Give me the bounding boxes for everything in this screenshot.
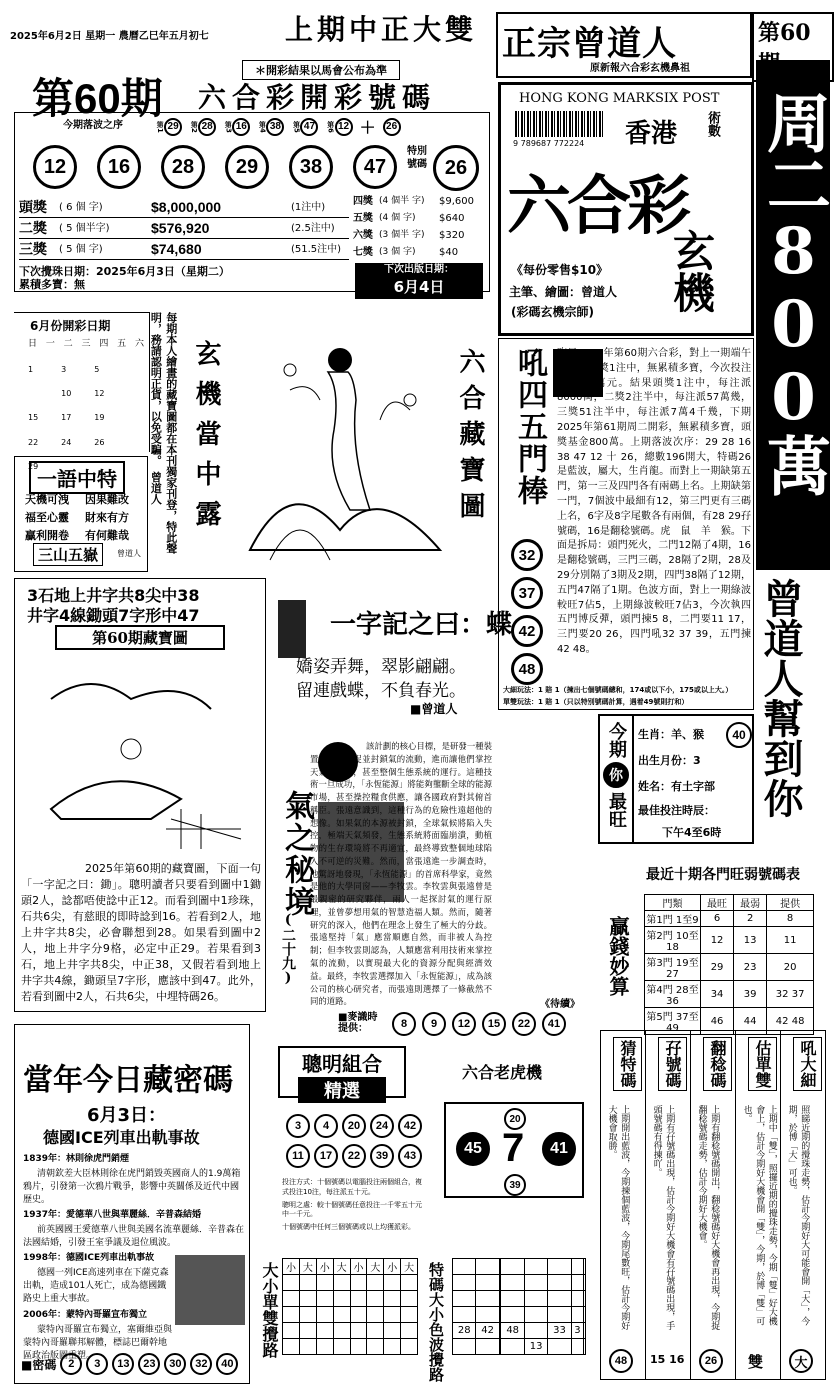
phrase-box (14, 456, 148, 572)
tip-col-5: 吼大細 照睇近期的攪珠走勢，估計今期好大可能會開「大」，今期，於博「大」可也。 大 (781, 1031, 825, 1379)
plus-sign: ＋ (359, 118, 376, 137)
recent-row: 第3門 19至27 29 23 20 (645, 954, 814, 981)
tiger-machine (444, 1102, 584, 1198)
today-event: 德國ICE列車出軌事故 (43, 1128, 200, 1147)
stone-title: 第60期藏寶圖 (55, 625, 225, 650)
story-ball-4: 15 (482, 1012, 506, 1036)
shushu: 術數 (705, 111, 720, 137)
price: 《每份零售$10》 (511, 263, 609, 277)
hk-title: 香港 (625, 119, 678, 149)
stone-art (31, 649, 251, 849)
recent-title: 最近十期各門旺弱號碼表 (646, 867, 800, 883)
tip-col-1: 猜特碼 上期開出藍波，今期揀個藍波，今期尾數旺，估計今期好大機會取勝。 48 (601, 1031, 646, 1379)
tiger-ball-1: 45 (456, 1132, 490, 1166)
order-1: 第1 29 (155, 115, 182, 138)
lane-right-grid: 28 42 48 33 3 13 (452, 1258, 586, 1355)
phrase-title: 一語中特 (29, 461, 125, 494)
next-pub-box: 下次出版日期： 6月4日 (355, 263, 483, 299)
recent-row: 第5門 37至49 46 44 42 48 (645, 1008, 814, 1035)
order-2: 第2 28 (189, 115, 216, 138)
special-ball: 26 (433, 145, 479, 191)
draw-issue: 第60期 (32, 75, 163, 122)
stone-box (14, 578, 266, 1012)
ball-1: 12 (33, 145, 77, 189)
roar-ball-4: 48 (511, 653, 543, 685)
best-row-2: 出生月份：3 (638, 754, 701, 767)
story-title: 氣之秘境 (279, 790, 314, 918)
stone-text: 2025年第60期的藏寶圖，下面一句「一字記之曰：鋤」。聰明讀者只要看到圖中1鋤頭2人，諗都唔使諗中正12。而看到圖中1珍珠，石共6尖，有慈眼的即時諗到16。若看到2人，地上井字共8尖，必會聯想到28。如果看到圖中2人，地上井字分9格，必定中正29。若果看到3石，地上井字共8尖，中正38，又假若看到地上井字共4線，鋤頭呈7字形，應該中到47。此外，若看到圖中2人，石共6尖，中埋特碼26。 (21, 862, 261, 1003)
ball-3: 28 (161, 145, 205, 189)
order-4: 第4 38 (257, 115, 284, 138)
story-ball-1: 8 (392, 1012, 416, 1036)
jackpot: 累積多寶：無 (19, 278, 85, 291)
brand-name: 正宗曾道人 (502, 24, 677, 64)
best-ball: 40 (726, 722, 752, 748)
roar-foot-2: 單雙玩法：1 賠 1（只以特別號碼計算，遇着49號則打和） (503, 698, 689, 706)
roar-box (498, 338, 754, 710)
lane-left-title: 大小單雙攪路 (260, 1262, 279, 1358)
small-prize-list: 四獎 (4 個半 字) $9,600 五獎 (4 個 字) $640 六獎 (3 個半 字) $320 七獎 (3 個 字) $40 (353, 195, 474, 258)
recent-side: 贏錢妙算 (606, 916, 630, 996)
tiger-bottom: 39 (504, 1174, 526, 1196)
banner-title: 上期中正大雙 (285, 13, 478, 46)
best-side: 今期 你 最旺 (598, 714, 634, 844)
best-row-1: 生肖：羊、猴 (638, 728, 704, 741)
story-balls (392, 1012, 566, 1036)
smart-header: 聰明組合 精選 (278, 1046, 406, 1098)
smart-balls: 3 4 20 24 42 11 17 22 39 43 (286, 1114, 422, 1168)
today-items: 1839年：林則徐虎門銷煙 清朝欽差大臣林則徐在虎門銷毀英國商人的1.9萬箱鴉片，引發第一次鴉片戰爭，影響中英關係及近代中國歷史。 1937年：愛德華八世與華麗絲．辛普森結婚 前英國國王愛德華八世與美國名流華麗絲．辛普森在法國結婚，引發王室爭議及退位風波。 1998年：德國ICE列車出軌事故 德國一列ICE高速列車在下薩克森出軌，造成101人死亡，成為德國鐵路史上重大事故。 2006年：蒙特內哥羅宣布獨立 蒙特內哥羅宣布獨立，塞爾維亞與蒙特內哥羅聯邦解體，標誌巴爾幹地區政治版圖重塑。 (23, 1154, 245, 1361)
barcode-number: 9 789687 772224 (513, 139, 585, 148)
draw-result-box (14, 112, 490, 296)
lady-illustration (230, 330, 450, 560)
today-title: 當年今日藏密碼 (23, 1063, 233, 1098)
recent-row: 第4門 28至36 34 39 32 37 (645, 981, 814, 1008)
prize-list: 頭獎 ( 6 個 字) $8,000,000 (1注中) 二獎 ( 5 個半字) $576,920 (2.5注中) 三獎 ( 5 個 字) $74,680 (51.5注中) (19, 197, 349, 260)
masthead-box (496, 12, 752, 78)
tiger-title: 六合老虎機 (462, 1063, 543, 1082)
brand-sub: 原新報六合彩玄機鼻祖 (590, 63, 690, 74)
lady-art (230, 330, 450, 560)
notice-bar: ＊開彩結果以馬會公布為準 (242, 60, 400, 80)
story-ball-3: 12 (452, 1012, 476, 1036)
best-time: 下午4至6時 (662, 826, 722, 839)
tips-columns (600, 1030, 826, 1380)
story-number: (二十九) (280, 912, 296, 986)
order-label: 今期落波之序 (63, 120, 123, 131)
order-special: 26 (383, 115, 401, 138)
barcode (515, 111, 605, 137)
story-ball-5: 22 (512, 1012, 536, 1036)
ball-6: 47 (353, 145, 397, 189)
smart-notes: 投注方式：十個號碼以電腦投注兩個組合，複式投注10注，每注派五十元。 聰明之處：較十個號碼任意投注一千零五十元中一千元。 十個號碼中任何三個號碼或以上均獲派彩。 (282, 1178, 422, 1232)
best-row-4: 最佳投注時辰： (638, 804, 715, 817)
side-banner-sub: 曾道人幫到你 (757, 578, 804, 818)
post-title: HONG KONG MARKSIX POST (519, 91, 720, 106)
side-banner-main: 周二800萬 (756, 90, 831, 495)
xuanji-slogan: 玄機當中露 (191, 340, 221, 540)
roar-ball-1: 32 (511, 539, 543, 571)
editor-title: (彩碼玄機宗師) (511, 305, 594, 319)
tiger-top: 20 (504, 1108, 526, 1130)
poem-line-2: 留連戲蝶，不負春光。 (296, 681, 466, 701)
date-line: 2025年6月2日 星期一 農曆乙巳年五月初七 (10, 31, 209, 42)
cangbao-title: 六合藏寶圖 (455, 348, 485, 528)
post-box (498, 82, 754, 336)
recent-row: 第2門 10至18 12 13 11 (645, 927, 814, 954)
order-6: 第6 12 (325, 115, 352, 138)
roar-ball-2: 37 (511, 577, 543, 609)
order-row (155, 115, 401, 138)
story-ball-6: 41 (542, 1012, 566, 1036)
xuanji-title: 玄機 (667, 229, 716, 313)
next-draw: 下次攪珠日期：2025年6月3日（星期二） (19, 265, 230, 278)
roar-title: 吼四五門棒 (512, 347, 547, 507)
main-balls (33, 145, 397, 189)
roar-ball-3: 42 (511, 615, 543, 647)
today-box (14, 1024, 250, 1384)
today-date: 6月3日： (87, 1105, 167, 1126)
today-code-row: ■密碼 2 3 13 23 30 32 40 (21, 1353, 238, 1375)
ball-4: 29 (225, 145, 269, 189)
story-foot: ■麥識時 提供： (338, 1012, 378, 1034)
roar-balls (511, 539, 543, 685)
story-cont: 《待續》 (540, 999, 580, 1010)
poem-author: ■曾道人 (410, 702, 458, 716)
issue-number: 第60 (752, 12, 834, 82)
ball-5: 38 (289, 145, 333, 189)
special-label: 特別號碼 (407, 146, 427, 170)
calendar-box (14, 312, 150, 472)
best-row-3: 姓名：有土字部 (638, 780, 715, 793)
tip-col-4: 估單雙 上期中「雙」，照攞近期的攪珠走勢，今期「雙」好大機會上，估計今期好大機會開「雙」，今期，於博「雙」可也。 雙 (736, 1031, 781, 1379)
story-ball-2: 9 (422, 1012, 446, 1036)
ball-2: 16 (97, 145, 141, 189)
editor: 主筆、繪圖：曾道人 (509, 285, 618, 299)
roar-text: 昨日2025年第60期六合彩，對上一期端午金多寶頭獎1注中，無累積多寶，今次投注逾3900萬元。結果頭獎1注中，每注派8000萬，二獎2注半中，每注派57萬幾，三獎51注半中，每注派7萬4千幾，下期2025年第61期周二開彩，無累積多寶，頭獎基金800萬。上期落波次序：29 28 16 38 47 12 十 26，總數196開大，特碼26是藍波，屬大，生肖龍。而對上一期缺第五門，第一三及四門各有兩碼上名。上期缺第一門，7個波中最細有12，第三門更有三碼上名，6字及8字尾數各有兩個，有28 29孖號碼，16是翻稔號碼。虎 鼠 羊 猴。下面是拆局：頭門死火，二門12隔了4期，16是翻稔號碼，三門三碼，28隔了2期，28及29分別隔了3期及2期，四門38隔了12期，五門47隔了1期。色波方面，對上一期綠波較旺7佔5，上期綠波較旺7佔3，今次執四五門博反彈，頭門揀5 8，二門要11 17，三門要20 26，四門吼32 37 39，五門揀42 48。 (557, 348, 751, 655)
tip-col-2: 孖號碼 上期有孖號碼出現，估計今期好大機會有孖號碼出現，手頭號碼有得揀吖。 15 16 (646, 1031, 691, 1379)
recent-row: 第1門 1至9 6 2 8 (645, 911, 814, 927)
big-title: 六合彩 (507, 169, 687, 244)
today-image (175, 1255, 245, 1325)
poem-line-1: 嬌姿弄舞，翠影翩翩。 (296, 657, 466, 677)
tiger-ball-2: 7 (502, 1126, 525, 1170)
roar-foot-1: 大細玩法：1 賠 1（揀出七個號碼總和，174或以下小，175或以上大。） (503, 686, 733, 694)
tip-col-3: 翻稔碼 上期有翻稔號碼開出，翻稔號碼好大機會再出現，今期捉翻稔號碼走勢，估計今期好大機會。 26 (691, 1031, 736, 1379)
tiger-ball-3: 41 (542, 1132, 576, 1166)
poem-title: 一字記之曰：蝶 (330, 610, 513, 640)
notice-column: 每期本人繪畫的藏寶圖都在本刊獨家刊登，特此聲明，務請認明正貨，以免受騙。 曾道人 (149, 312, 178, 554)
phrase-author: 曾道人 (117, 549, 141, 558)
lane-left-grid: 小 大 小 大 小 大 小 大 (282, 1258, 418, 1355)
stone-line-2: 井字4線鋤頭7字形中47 (27, 606, 200, 625)
poem-icon (278, 600, 306, 658)
order-3: 第3 16 (223, 115, 250, 138)
stone-line-1: 3石地上井字共8尖中38 (27, 586, 200, 605)
story-text: 該計劃的核心目標，是研發一種裝置，能夠捕捉並封鎖氣的流動，進而讓他們掌控天氣、氣候，甚至整個生態系統的運行。這種技術一旦成功，「永恆能源」將能夠壟斷全球的能源市場，甚至操控糧食供應，讓各國政府對其俯首稱臣。張遠意識到，這種行為的危險性遠超他的想像。如果氣的本源被封鎖，全球氣候將陷入失控，極端天氣頻發，生態系統將面臨崩潰，動植物的生存環境將不再適宜，最終導致整個地球陷入不可逆的災難。然而，當張遠進一步調查時，他驚訝地發現，「永恆能源」的首席科學家，竟然是他的大學同窗——李牧雲。李牧雲與張遠曾是最親密的研究夥伴，兩人一起探討氣的運行原理，並曾夢想用氣的智慧造福人類。然而，隨著研究的深入，他們在理念上發生了極大的分歧。張遠堅持「氣」應當順應自然，而非被人為控制；但李牧雲則認為，人類應當利用技術來掌控氣的流動，以實現最大化的資源分配與經濟效益。最終，李牧雲選擇加入「永恆能源」，成為該公司的核心研究者，而張遠則選擇了一條截然不同的道路。 (310, 741, 492, 1007)
phrase-lines: 天機可洩 因果難改 福至心靈 財來有方 贏利開卷 有何難哉 (25, 493, 129, 542)
draw-title: 六合彩開彩號碼 (198, 81, 437, 114)
order-5: 第5 47 (291, 115, 318, 138)
lane-right-title: 特碼大小色波攪路 (427, 1262, 445, 1382)
calendar-title: 6月份開彩日期 (30, 319, 111, 333)
calendar-grid: 日 一 二 三 四 五 六 1 3 5 10 12 15 17 19 22 24 26 29 (28, 339, 144, 472)
phrase-tag: 三山五嶽 (33, 543, 103, 566)
recent-table: 門類 最旺 最弱 提供 第1門 1至9 6 2 8 第2門 10至18 12 13 11 第3門 19至27 29 23 20 第4門 28至36 34 39 32 37 第5門 37至49 46 44 42 48 (644, 894, 814, 1035)
side-banner (756, 60, 830, 570)
